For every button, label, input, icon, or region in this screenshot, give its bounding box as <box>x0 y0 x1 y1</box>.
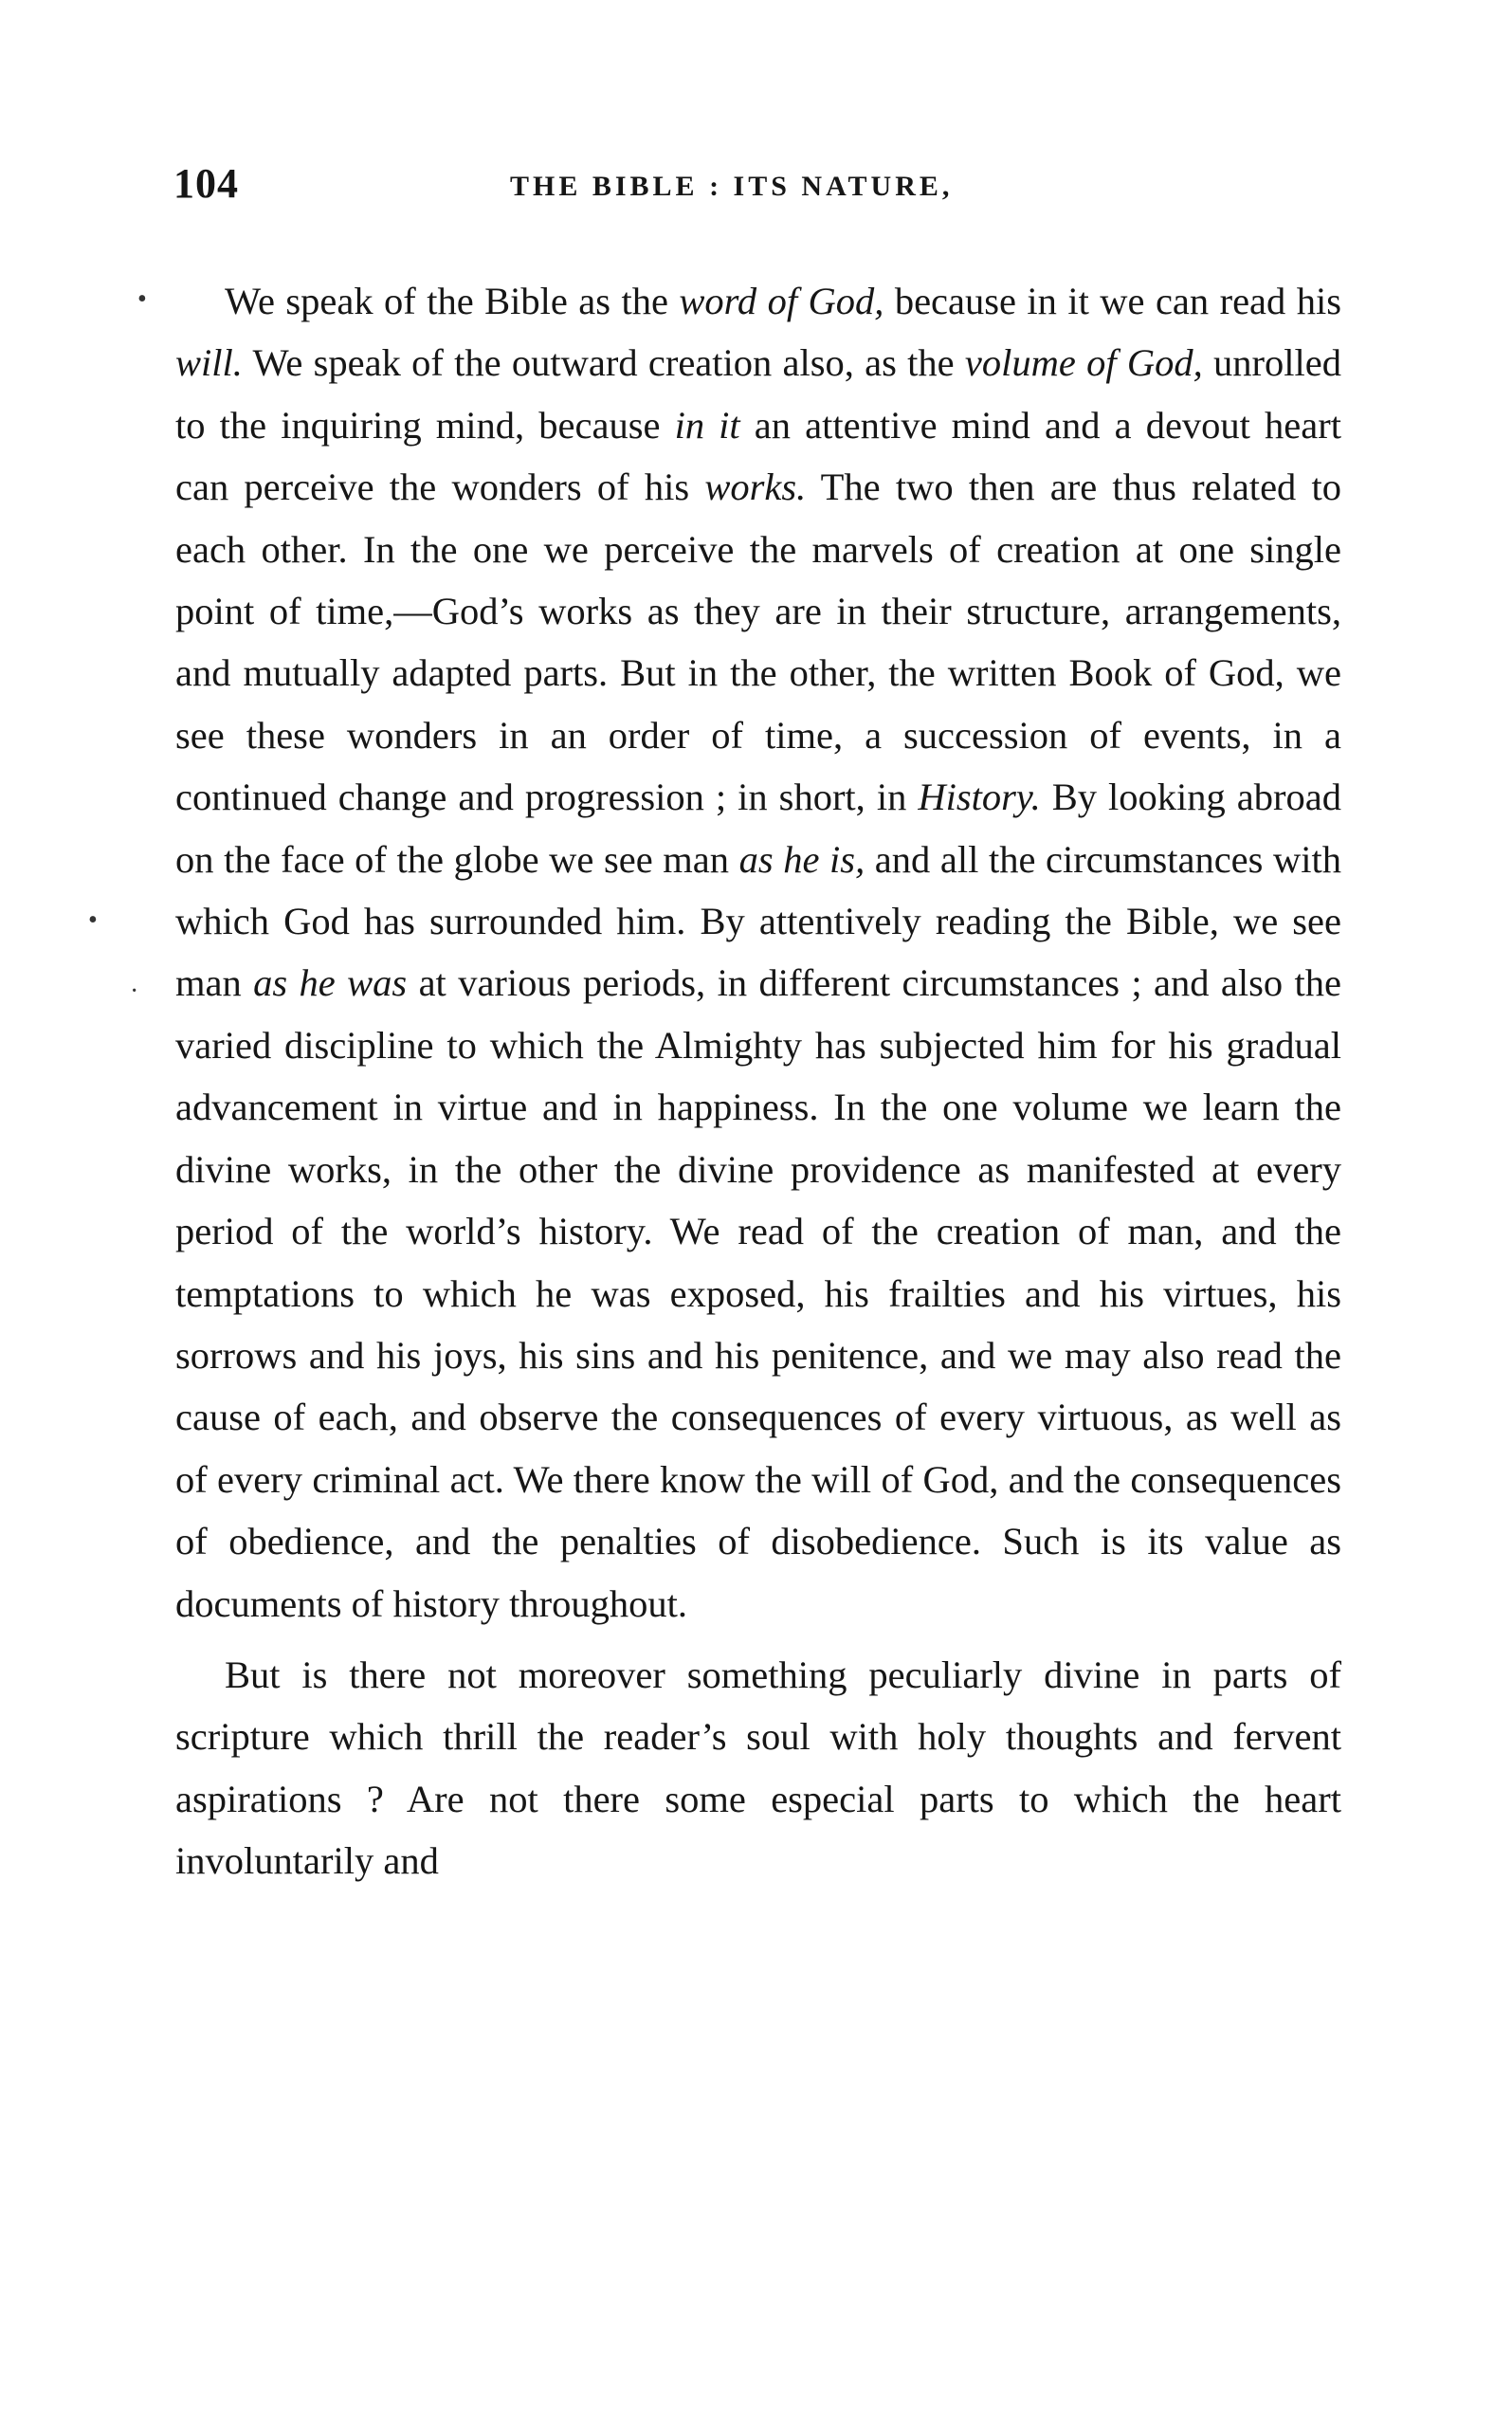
paragraph <box>175 270 1341 1635</box>
italic-text: as he is, <box>738 837 865 881</box>
body-text <box>175 270 1341 1892</box>
text-run: unrolled to the inquiring mind, because <box>175 341 1341 447</box>
page-number: 104 <box>173 160 239 207</box>
text-run: at various periods, in different circumstances ; and also the varied discipline to which the Almighty has subjected him for his gradual advancement in virtue and in happiness. In the one volume we learn the divine works, in the other the divine providence as manifested at every period of the world’s history. We read of the creation of man, and the temptations to which he was exposed, his frailties and his virtues, his sorrows and his joys, his sins and his penitence, and we may also read the cause of each, and observe the consequences of every virtuous, as well as of every criminal act. We there know the will of God, and the consequences of obedience, and the penalties of disobedience. Such is its value as documents of history throughout. <box>175 961 1341 1625</box>
italic-text: works. <box>704 466 807 509</box>
stray-mark: · <box>130 977 139 1006</box>
running-title: THE BIBLE : ITS NATURE, <box>510 171 954 202</box>
italic-text: word of God, <box>679 280 884 322</box>
stray-mark: • <box>137 284 147 314</box>
italic-text: in it <box>674 403 740 447</box>
italic-text: as he was <box>253 961 408 1005</box>
text-run: We speak of the outward creation also, as the <box>242 341 965 385</box>
stray-mark: • <box>88 905 98 935</box>
text-run: because in it we can read his <box>884 280 1341 322</box>
italic-text: will. <box>175 341 243 385</box>
text-run: The two then are thus related to each other. In the one we perceive the marvels of creation at one single point of time,—God’s works as they are in their structure, arrangements, and mutually adapted parts. But in the other, the written Book of God, we see these wonders in an order of time, a succession of events, in a continued change and progression ; in short, in <box>175 466 1342 819</box>
text-run: and all the circumstances with which God has surrounded him. By attentively reading the Bible, we see man <box>175 837 1342 1005</box>
italic-text: History. <box>918 776 1041 819</box>
running-head <box>173 159 1339 216</box>
text-run: We speak of the Bible as the <box>225 280 680 322</box>
paragraph <box>175 1644 1341 1892</box>
text-run: an attentive mind and a devout heart can perceive the wonders of his <box>175 403 1341 509</box>
text-run: But is there not moreover something peculiarly divine in parts of scripture which thrill the reader’s soul with holy thoughts and fervent aspirations ? Are not there some especial parts to which the heart involuntarily and <box>175 1653 1341 1883</box>
italic-text: volume of God, <box>964 341 1203 385</box>
text-run: By looking abroad on the face of the globe we see man <box>175 776 1341 881</box>
